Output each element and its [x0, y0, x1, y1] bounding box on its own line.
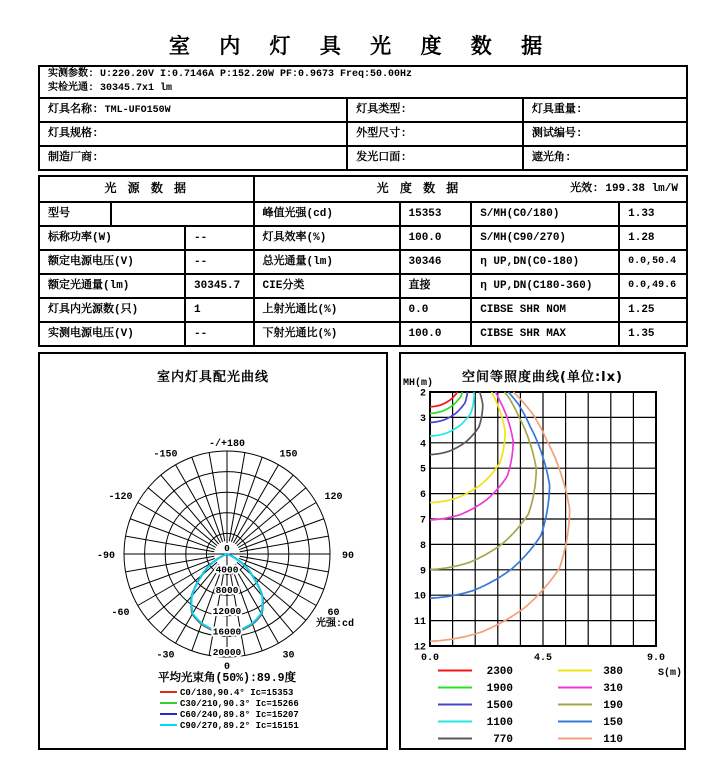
- data-table-label-cell: 实测电源电压(V): [48, 328, 134, 340]
- data-table-value-cell: --: [184, 227, 252, 249]
- iso-chart-title: 空间等照度曲线(单位:lx): [462, 370, 623, 385]
- data-table-label-cell: S/MH(C90/270): [470, 227, 618, 249]
- page-title: 室 内 灯 具 光 度 数 据: [168, 34, 554, 58]
- polar-spoke: [130, 519, 215, 550]
- iso-curve-380: [430, 392, 505, 503]
- polar-ring-label: 20000: [212, 647, 242, 658]
- data-table-value-cell: 1.33: [618, 203, 686, 225]
- polar-distribution-chart: [40, 354, 386, 748]
- polar-ring-label: 12000: [212, 605, 242, 617]
- y-tick-label: 7: [419, 515, 426, 527]
- efficacy-value: 光效: 199.38 lm/W: [570, 183, 678, 195]
- info-cell-label: 灯具重量:: [531, 104, 583, 116]
- polar-angle-label: -/+180: [208, 439, 246, 450]
- polar-spoke: [148, 488, 217, 546]
- polar-angle-label: -90: [96, 551, 116, 562]
- info-table-row: [40, 145, 686, 169]
- data-table-value-cell: 30345.7: [184, 275, 252, 297]
- measured-parameters-row: [40, 67, 686, 97]
- data-table-value-cell: 30346: [399, 251, 471, 273]
- info-table-row: [40, 97, 686, 121]
- data-table-value-cell: 15353: [399, 203, 471, 225]
- polar-legend-label: C60/240,89.8° Ic=15207: [180, 710, 299, 720]
- info-cell: [40, 123, 346, 145]
- y-tick-label: 8: [419, 540, 426, 552]
- polar-spoke: [235, 564, 293, 633]
- data-table-value-cell: 100.0: [399, 227, 471, 249]
- polar-spoke: [161, 564, 219, 633]
- polar-legend-label: C90/270,89.2° Ic=15151: [180, 721, 299, 731]
- photometric-data-table: [38, 175, 688, 347]
- y-tick-label: 11: [413, 617, 426, 629]
- iso-legend-label: 310: [603, 683, 623, 695]
- data-table-label-cell: CIE分类: [253, 275, 399, 297]
- data-table-header: [40, 177, 686, 201]
- y-tick-label: 10: [413, 591, 426, 603]
- x-tick-label: 4.5: [533, 653, 553, 664]
- info-cell-label: 灯具类型:: [356, 104, 407, 116]
- data-table-label-cell: η UP,DN(C180-360): [470, 275, 618, 297]
- polar-spoke: [235, 475, 293, 544]
- data-table-value-cell: 100.0: [399, 323, 471, 345]
- y-tick-label: 12: [413, 642, 426, 654]
- y-tick-label: 6: [419, 490, 426, 502]
- iso-illuminance-chart-box: [399, 352, 686, 750]
- data-table-row: [40, 321, 686, 345]
- luminaire-info-table: [38, 65, 688, 171]
- info-cell: [346, 147, 522, 169]
- info-cell-label: 外型尺寸:: [356, 128, 407, 140]
- data-table-value-cell: 1.35: [618, 323, 686, 345]
- polar-spoke: [161, 475, 219, 544]
- polar-ring-label: 4000: [215, 564, 239, 576]
- data-table-value-cell: 1.25: [618, 299, 686, 321]
- polar-angle-label: 90: [341, 551, 355, 562]
- info-cell-label: 发光口面:: [356, 152, 407, 164]
- polar-spoke: [239, 519, 324, 550]
- y-tick-label: 3: [419, 413, 426, 425]
- x-tick-label: 0.0: [420, 653, 440, 664]
- data-table-value-cell: 0.0: [399, 299, 471, 321]
- info-table-row: [40, 121, 686, 145]
- info-cell: [522, 99, 686, 121]
- iso-illuminance-chart: [401, 354, 684, 748]
- data-table-label-cell: 下射光通比(%): [253, 323, 399, 345]
- data-table-value-cell: [110, 203, 252, 225]
- y-tick-label: 9: [419, 566, 426, 578]
- polar-center-label: 0: [224, 543, 230, 554]
- beam-angle-caption: 平均光束角(50%):89.9度: [157, 672, 297, 685]
- data-table-value-cell: 0.0,50.4: [618, 251, 686, 273]
- polar-ring-label: 8000: [215, 585, 239, 597]
- info-cell-label: 灯具名称:: [48, 104, 99, 116]
- polar-angle-label: -120: [108, 492, 133, 503]
- polar-angle-label: -30: [156, 650, 175, 662]
- iso-legend-label: 2300: [486, 666, 513, 678]
- x-axis-label: S(m): [657, 668, 682, 679]
- polar-spoke: [237, 488, 306, 546]
- data-table-row: [40, 225, 686, 249]
- polar-angle-label: 30: [282, 650, 295, 662]
- iso-legend-label: 1500: [486, 700, 513, 712]
- data-table-label-cell: 灯具内光源数(只): [48, 304, 139, 316]
- iso-legend-label: 770: [493, 734, 513, 746]
- iso-legend-label: 190: [603, 700, 623, 712]
- data-table-value-cell: --: [184, 323, 252, 345]
- data-table-label-cell: 标称功率(W): [48, 232, 112, 244]
- data-table-value-cell: --: [184, 251, 252, 273]
- x-tick-label: 9.0: [646, 653, 666, 664]
- data-table-label-cell: CIBSE SHR MAX: [470, 323, 618, 345]
- y-axis-label: MH(m): [403, 378, 434, 389]
- info-cell-label: 测试编号:: [531, 128, 583, 140]
- y-tick-label: 4: [419, 439, 426, 451]
- polar-spoke: [192, 457, 223, 542]
- data-table-label-cell: 总光通量(lm): [253, 251, 399, 273]
- polar-ring-label: 16000: [212, 626, 242, 638]
- polar-angle-label: 120: [324, 492, 343, 503]
- y-tick-label: 5: [419, 464, 426, 476]
- data-table-label-cell: 额定电源电压(V): [48, 256, 134, 268]
- data-table-row: [40, 273, 686, 297]
- data-table-label-cell: η UP,DN(C0-180): [470, 251, 618, 273]
- measured-params-line: 实测参数: U:220.20V I:0.7146A P:152.20W PF:0.9673 Freq:50.00Hz: [48, 69, 413, 80]
- data-table-row: [40, 201, 686, 225]
- data-table-label-cell: S/MH(C0/180): [470, 203, 618, 225]
- data-table-label-cell: CIBSE SHR NOM: [470, 299, 618, 321]
- polar-chart-title: 室内灯具配光曲线: [156, 370, 269, 385]
- data-table-label-cell: 型号: [48, 208, 70, 220]
- data-table-row: [40, 249, 686, 273]
- data-table-label-cell: 灯具效率(%): [253, 227, 399, 249]
- info-cell-label: 制造厂商:: [48, 152, 99, 164]
- iso-legend-label: 1100: [486, 717, 513, 729]
- photometric-data-header: [253, 177, 686, 201]
- iso-legend-label: 1900: [486, 683, 513, 695]
- intensity-unit-label: 光强:cd: [316, 619, 355, 630]
- polar-angle-label: 60: [327, 608, 340, 619]
- info-cell: [346, 123, 522, 145]
- data-table-value-cell: 0.0,49.6: [618, 275, 686, 297]
- photometric-data-header-label: 光 度 数 据: [376, 182, 461, 196]
- polar-distribution-chart-box: [38, 352, 388, 750]
- iso-legend-label: 380: [603, 666, 623, 678]
- info-cell-value: TML-UFO150W: [98, 105, 171, 116]
- measured-flux-line: 实检光通: 30345.7x1 lm: [48, 83, 173, 94]
- polar-angle-label: -150: [153, 449, 178, 461]
- data-table-label-cell: 额定光通量(lm): [48, 280, 130, 292]
- polar-spoke: [148, 562, 217, 620]
- polar-legend-label: C30/210,90.3° Ic=15266: [180, 699, 299, 709]
- polar-spoke: [237, 562, 306, 620]
- info-cell-label: 遮光角:: [531, 152, 572, 164]
- info-cell: [522, 123, 686, 145]
- data-table-value-cell: 1: [184, 299, 252, 321]
- polar-angle-label: 0: [223, 662, 231, 673]
- polar-legend-label: C0/180,90.4° Ic=15353: [180, 688, 294, 698]
- light-source-data-header: 光 源 数 据: [104, 182, 189, 196]
- data-table-value-cell: 直接: [399, 275, 471, 297]
- info-cell: [522, 147, 686, 169]
- y-tick-label: 2: [419, 388, 426, 400]
- data-table-value-cell: 1.28: [618, 227, 686, 249]
- info-cell: [40, 99, 346, 121]
- info-cell: [40, 147, 346, 169]
- data-table-row: [40, 297, 686, 321]
- polar-angle-label: -60: [111, 608, 130, 619]
- data-table-label-cell: 上射光通比(%): [253, 299, 399, 321]
- polar-spoke: [231, 457, 262, 542]
- info-cell-label: 灯具规格:: [48, 128, 99, 140]
- iso-legend-label: 150: [603, 717, 623, 729]
- polar-angle-label: 150: [279, 449, 298, 461]
- iso-legend-label: 110: [603, 734, 623, 746]
- data-table-label-cell: 峰值光强(cd): [253, 203, 399, 225]
- info-cell: [346, 99, 522, 121]
